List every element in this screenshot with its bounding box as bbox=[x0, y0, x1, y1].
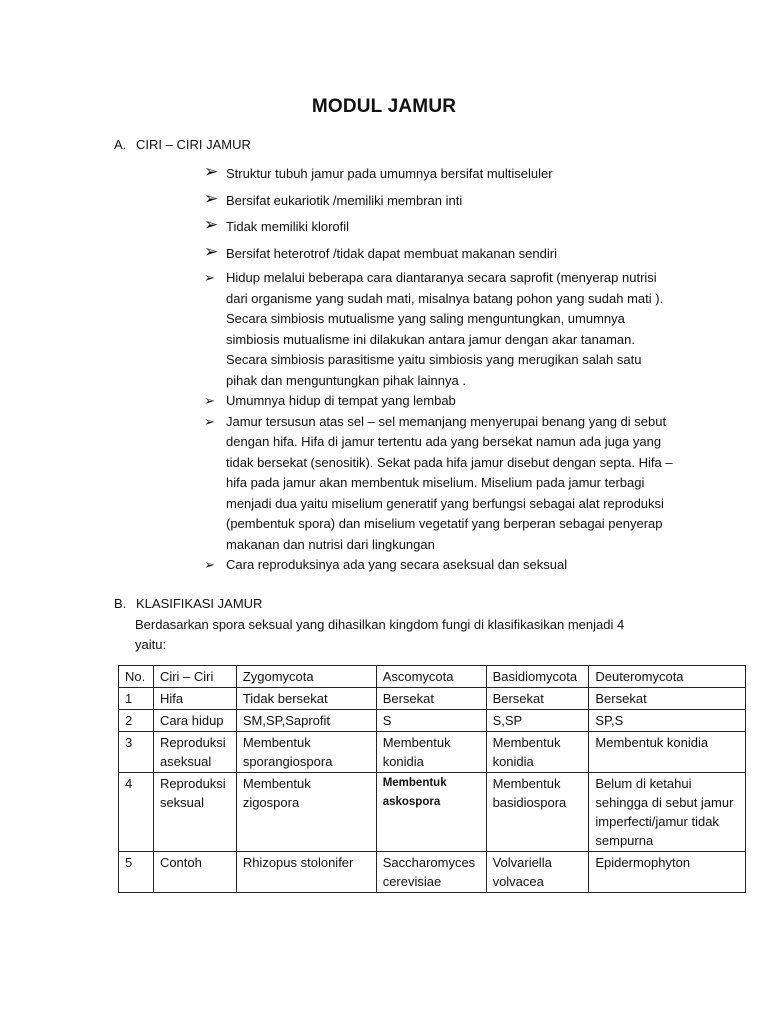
table-cell: Bersekat bbox=[486, 688, 589, 710]
table-header-cell: Zygomycota bbox=[236, 666, 376, 688]
arrow-bullet-icon: ➢ bbox=[204, 270, 215, 285]
table-cell: 4 bbox=[119, 773, 154, 852]
characteristics-list bbox=[204, 158, 674, 576]
table-cell: Hifa bbox=[153, 688, 236, 710]
list-item: ➢ Jamur tersusun atas sel – sel memanjang menyerupai benang yang di sebut dengan hifa. Hifa di jamur tertentu ada yang bersekat namun ada juga yang tidak bersekat (senositik). Sekat pada hifa jamur disebut dengan septa. Hifa – hifa pada jamur akan membentuk miselium. Miselium pada jamur terbagi menjadi dua yaitu miselium generatif yang berfungsi sebagai alat reproduksi (pembentuk spora) dan miselium vegetatif yang berperan sebagai penyerap makanan dan nutrisi dari lingkungan bbox=[204, 413, 673, 552]
table-cell: Membentuk sporangiospora bbox=[236, 732, 376, 773]
list-item: ➢ Bersifat heterotrof /tidak dapat membuat makanan sendiri bbox=[204, 241, 557, 261]
section-b-letter: B. bbox=[114, 596, 127, 611]
table-cell: 2 bbox=[119, 710, 154, 732]
table-cell: Epidermophyton bbox=[589, 852, 746, 893]
table-header-cell: No. bbox=[119, 666, 154, 688]
table-row bbox=[119, 852, 746, 893]
table-row bbox=[119, 773, 746, 852]
table-cell: Rhizopus stolonifer bbox=[236, 852, 376, 893]
section-a-letter: A. bbox=[114, 137, 127, 152]
table-cell: Belum di ketahui sehingga di sebut jamur imperfecti/jamur tidak sempurna bbox=[589, 773, 746, 852]
arrow-bullet-icon: ➢ bbox=[204, 241, 219, 261]
table-cell: Cara hidup bbox=[153, 710, 236, 732]
table-cell: Bersekat bbox=[376, 688, 486, 710]
table-cell: S bbox=[376, 710, 486, 732]
table-row bbox=[119, 688, 746, 710]
table-cell: Membentuk askospora bbox=[376, 773, 486, 852]
arrow-bullet-icon: ➢ bbox=[204, 188, 219, 208]
table-row bbox=[119, 732, 746, 773]
arrow-bullet-icon: ➢ bbox=[204, 162, 219, 181]
list-item: ➢ Struktur tubuh jamur pada umumnya bersifat multiseluler bbox=[204, 162, 553, 181]
table-cell: SM,SP,Saprofit bbox=[236, 710, 376, 732]
table-row bbox=[119, 710, 746, 732]
table-cell: 5 bbox=[119, 852, 154, 893]
section-b-intro: Berdasarkan spora seksual yang dihasilkan kingdom fungi di klasifikasikan menjadi 4 yaitu: bbox=[135, 617, 625, 652]
list-item: ➢ Umumnya hidup di tempat yang lembab bbox=[204, 391, 674, 412]
table-cell: Membentuk basidiospora bbox=[486, 773, 589, 852]
list-item: ➢ Bersifat eukariotik /memiliki membran inti bbox=[204, 188, 463, 208]
section-b-heading bbox=[114, 596, 262, 611]
table-cell: Tidak bersekat bbox=[236, 688, 376, 710]
list-item: ➢ Tidak memiliki klorofil bbox=[204, 215, 350, 234]
table-cell: Contoh bbox=[153, 852, 236, 893]
arrow-bullet-icon: ➢ bbox=[204, 393, 215, 408]
table-cell: Volvariella volvacea bbox=[486, 852, 589, 893]
table-header-cell: Basidiomycota bbox=[486, 666, 589, 688]
table-cell: Membentuk konidia bbox=[486, 732, 589, 773]
list-item: ➢ Hidup melalui beberapa cara diantaranya secara saprofit (menyerap nutrisi dari organisme yang sudah mati, misalnya batang pohon yang sudah mati ). Secara simbiosis mutualisme yang saling menguntungkan, umumnya simbiosis mutualisme ini dilakukan antara jamur dengan akar tanaman. Secara simbiosis parasitisme yaitu simbiosis yang merugikan salah satu pihak dan menguntungkan pihak lainnya . bbox=[204, 270, 664, 388]
table-cell: Membentuk konidia bbox=[376, 732, 486, 773]
list-item: ➢ Cara reproduksinya ada yang secara aseksual dan seksual bbox=[204, 555, 674, 576]
table-cell: Reproduksi aseksual bbox=[153, 732, 236, 773]
arrow-bullet-icon: ➢ bbox=[204, 557, 215, 572]
table-header-cell: Ciri – Ciri bbox=[153, 666, 236, 688]
section-b-title: KLASIFIKASI JAMUR bbox=[136, 596, 263, 611]
table-cell: Saccharomyces cerevisiae bbox=[376, 852, 486, 893]
table-header-row bbox=[119, 666, 746, 688]
table-header-cell: Ascomycota bbox=[376, 666, 486, 688]
section-a-heading bbox=[114, 137, 251, 152]
table-cell: 3 bbox=[119, 732, 154, 773]
page-title: MODUL JAMUR bbox=[311, 96, 457, 117]
table-header-cell: Deuteromycota bbox=[589, 666, 746, 688]
table-cell: 1 bbox=[119, 688, 154, 710]
table-cell: Bersekat bbox=[589, 688, 746, 710]
table-cell: S,SP bbox=[486, 710, 589, 732]
classification-table bbox=[118, 665, 746, 893]
arrow-bullet-icon: ➢ bbox=[204, 413, 215, 429]
table-cell: SP,S bbox=[589, 710, 746, 732]
table-cell: Reproduksi seksual bbox=[153, 773, 236, 852]
arrow-bullet-icon: ➢ bbox=[204, 215, 219, 234]
section-a-title: CIRI – CIRI JAMUR bbox=[136, 137, 251, 152]
table-cell: Membentuk zigospora bbox=[236, 773, 376, 852]
table-cell: Membentuk konidia bbox=[589, 732, 746, 773]
